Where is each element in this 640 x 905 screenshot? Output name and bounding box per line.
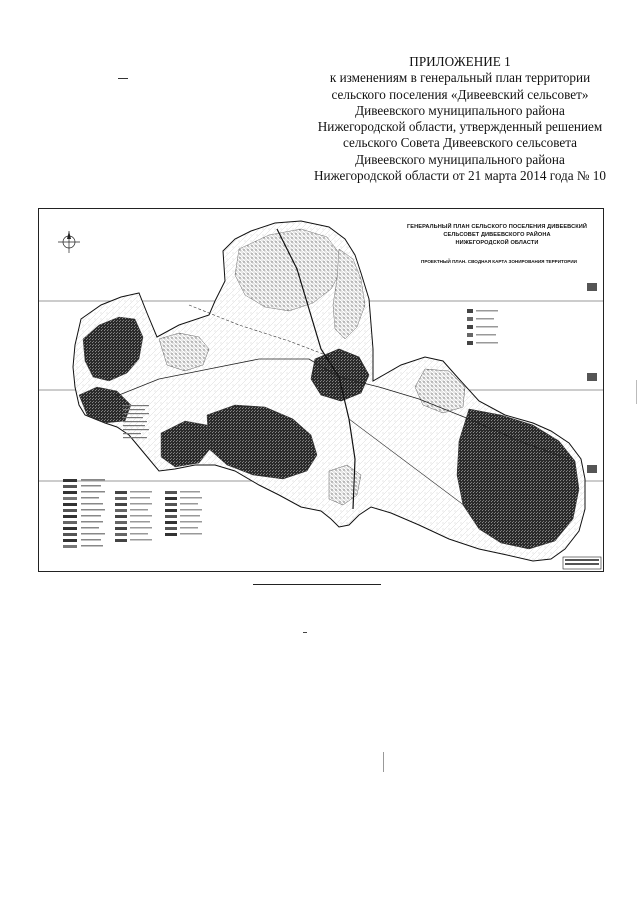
compass-icon — [58, 231, 80, 253]
appendix-line-7: Дивеевского муниципального района — [355, 151, 565, 167]
appendix-line-6: сельского Совета Дивеевского сельсовета — [343, 135, 577, 151]
appendix-line-3: сельского поселения «Дивеевский сельсовет» — [331, 86, 589, 102]
map-title — [397, 223, 597, 247]
appendix-line-8: Нижегородской области от 21 марта 2014 года № 10 — [314, 168, 606, 184]
map-title-line-2: СЕЛЬСОВЕТ ДИВЕЕВСКОГО РАЙОНА — [443, 232, 551, 238]
map-subtitle: ПРОЕКТНЫЙ ПЛАН. СВОДНАЯ КАРТА ЗОНИРОВАНИЯ ТЕРРИТОРИИ — [421, 259, 577, 264]
scan-dash-mark — [118, 78, 128, 79]
map-title-line-1: ГЕНЕРАЛЬНЫЙ ПЛАН СЕЛЬСКОГО ПОСЕЛЕНИЯ ДИВЕЕВСКИЙ — [407, 224, 587, 230]
appendix-title: ПРИЛОЖЕНИЕ 1 — [409, 54, 511, 69]
appendix-header — [300, 54, 620, 184]
signature-line — [253, 584, 381, 585]
scan-edge-mark — [636, 380, 637, 404]
map-title-line-3: НИЖЕГОРОДСКОЙ ОБЛАСТИ — [455, 240, 539, 246]
appendix-line-2: к изменениям в генеральный план территории — [329, 70, 591, 86]
map-legend-left — [63, 479, 202, 548]
scan-speck — [303, 632, 307, 633]
zoning-map — [38, 208, 604, 572]
appendix-line-4: Дивеевского муниципального района — [355, 102, 565, 118]
scan-mark-vertical — [383, 752, 384, 772]
appendix-line-5: Нижегородской области, утвержденный решением — [317, 119, 603, 135]
